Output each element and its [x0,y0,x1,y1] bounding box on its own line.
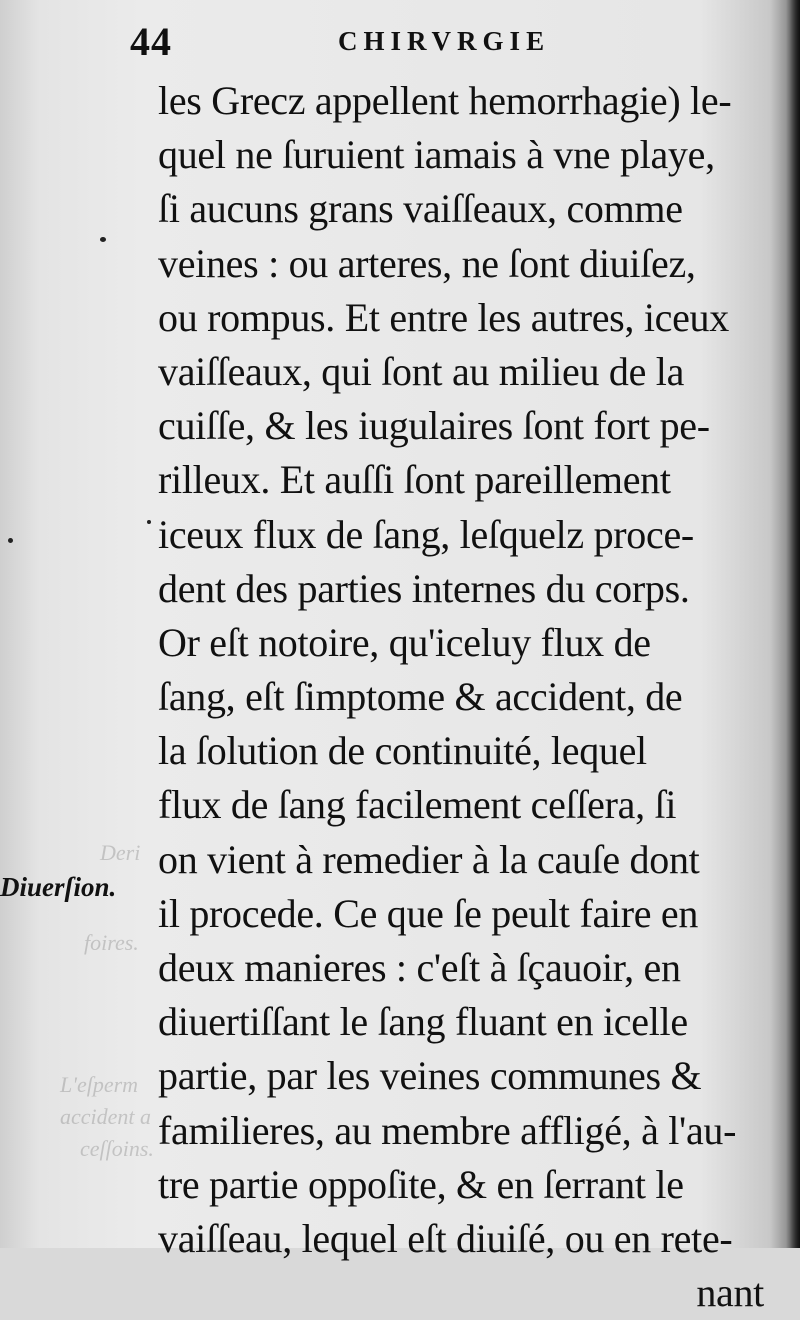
text-line: iceux flux de ſang, leſquelz proce- [158,511,694,557]
text-line: il procede. Ce que ſe peult faire en [158,890,699,936]
text-line: quel ne ſuruient iamais à vne playe, [158,132,715,178]
show-through-text: ceſſoins. [80,1136,154,1161]
gutter-shadow [786,0,800,1248]
running-title: CHIRVRGIE [338,26,551,56]
ink-speck [100,237,106,242]
margin-note: Diuerſion. [0,872,117,902]
page-number: 44 [130,19,172,64]
text-line: ſi aucuns grans vaiſſeaux, comme [158,186,683,232]
show-through-text: foires. [84,930,139,955]
show-through-text: accident a [60,1104,152,1129]
text-line: vaiſſeaux, qui ſont au milieu de la [158,348,685,394]
text-line: ou rompus. Et entre les autres, iceux [158,294,729,340]
ink-speck [147,520,151,524]
text-line: la ſolution de continuité, lequel [158,728,647,774]
text-line: diuertiſſant le ſang fluant en icelle [158,999,688,1045]
text-line: dent des parties internes du corps. [158,565,690,611]
text-line: ſang, eſt ſimptome & accident, de [158,674,683,720]
text-line: tre partie oppoſite, & en ſerrant le [158,1161,684,1207]
show-through-text: Deri [100,840,141,865]
text-line: flux de ſang facilement ceſſera, ſi [158,782,677,828]
text-line: vaiſſeau, lequel eſt diuiſé, ou en rete- [158,1215,733,1261]
text-line: partie, par les veines communes & [158,1053,702,1099]
text-line: les Grecz appellent hemorrhagie) le- [158,78,732,123]
text-line: rilleux. Et auſſi ſont pareillement [158,457,671,503]
text-line: on vient à remedier à la cauſe dont [158,836,700,882]
text-line: veines : ou arteres, ne ſont diuiſez, [158,240,696,286]
text-line: Or eſt notoire, qu'iceluy flux de [158,619,651,665]
show-through-text: L'eſperm [60,1072,139,1097]
ink-speck [8,538,13,543]
catchword: nant [696,1270,764,1316]
body-text [158,74,778,1320]
page-header [130,18,750,68]
text-line: cuiſſe, & les iugulaires ſont fort pe- [158,403,710,449]
text-line: deux manieres : c'eſt à ſçauoir, en [158,945,681,990]
text-line: familieres, au membre affligé, à l'au- [158,1107,737,1153]
